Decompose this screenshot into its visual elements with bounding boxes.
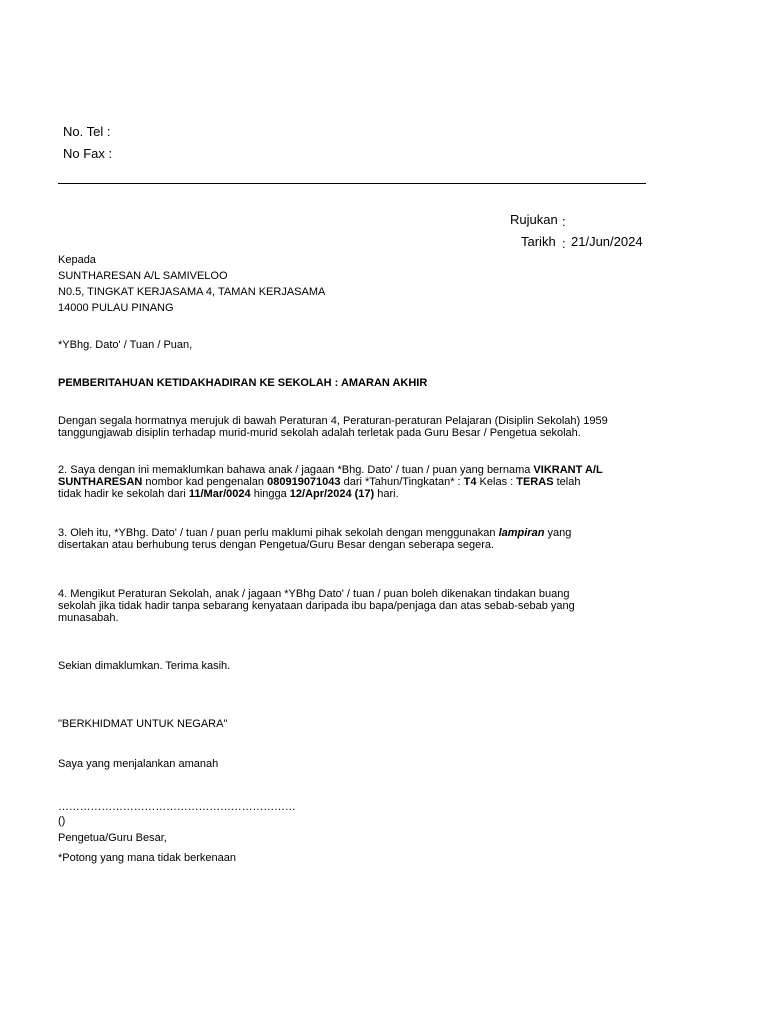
tarikh-value: 21/Jun/2024 (571, 234, 643, 249)
recipient-name: SUNTHARESAN A/L SAMIVELOO (58, 270, 228, 282)
tarikh-colon: : (562, 236, 566, 251)
paragraph-3-line-1 (58, 527, 658, 539)
closing-amanah: Saya yang menjalankan amanah (58, 758, 219, 770)
recipient-address-line2: 14000 PULAU PINANG (58, 302, 174, 314)
p2-text: tidak hadir ke sekolah dari (58, 488, 189, 500)
lampiran-text: lampiran (498, 527, 545, 539)
tel-label: No. Tel : (63, 124, 111, 139)
p2-text: hingga (250, 488, 290, 500)
student-class: TERAS (516, 476, 554, 488)
p2-text: 2. Saya dengan ini memaklumkan bahawa anak / jagaan *Bhg. Dato' / tuan / puan yang bernama (58, 464, 534, 476)
student-name-part2: SUNTHARESAN (58, 476, 143, 488)
p3-text: yang (544, 527, 572, 539)
recipient-address-line1: N0.5, TINGKAT KERJASAMA 4, TAMAN KERJASAMA (58, 286, 326, 298)
student-form: T4 (463, 476, 477, 488)
absence-to-date: 12/Apr/2024 (17) (289, 488, 375, 500)
recipient-kepada: Kepada (58, 254, 96, 266)
paragraph-1 (58, 415, 658, 439)
p2-text: Kelas : (476, 476, 517, 488)
paragraph-4-line-1: 4. Mengikut Peraturan Sekolah, anak / jagaan *YBhg Dato' / tuan / puan boleh dikenakan tindakan buang (58, 588, 570, 600)
paragraph-3 (58, 527, 658, 551)
paragraph-1-line-1: Dengan segala hormatnya merujuk di bawah Peraturan 4, Peraturan-peraturan Pelajaran (Disiplin Sekolah) 1959 (58, 415, 608, 427)
rujukan-colon: : (562, 214, 566, 229)
header-divider (58, 183, 646, 184)
paragraph-2 (58, 464, 658, 500)
p2-text: telah (553, 476, 581, 488)
paragraph-4 (58, 588, 658, 624)
rujukan-label: Rujukan (510, 212, 558, 227)
absence-from-date: 11/Mar/0024 (188, 488, 251, 500)
paragraph-2-line-2 (58, 476, 658, 488)
paragraph-3-line-2: disertakan atau berhubung terus dengan Pengetua/Guru Besar dengan seberapa segera. (58, 539, 495, 551)
student-ic-number: 080919071043 (267, 476, 341, 488)
paragraph-1-line-2: tanggungjawab disiplin terhadap murid-murid sekolah adalah terletak pada Guru Besar / Pengetua sekolah. (58, 427, 581, 439)
paragraph-2-line-1 (58, 464, 658, 476)
tarikh-label: Tarikh (521, 234, 556, 249)
student-name-part1: VIKRANT A/L (533, 464, 603, 476)
paragraph-4-line-2: sekolah jika tidak hadir tanpa sebarang kenyataan daripada ibu bapa/penjaga dan atas sebab-sebab yang (58, 600, 575, 612)
closing-motto: "BERKHIDMAT UNTUK NEGARA" (58, 718, 228, 730)
signature-dotted-line: ………………………………………………………… (58, 801, 296, 813)
closing-sekian: Sekian dimaklumkan. Terima kasih. (58, 660, 231, 672)
p2-text: dari *Tahun/Tingkatan* : (340, 476, 464, 488)
letter-subject: PEMBERITAHUAN KETIDAKHADIRAN KE SEKOLAH : AMARAN AKHIR (58, 377, 428, 389)
footnote: *Potong yang mana tidak berkenaan (58, 852, 236, 864)
paragraph-4-line-3: munasabah. (58, 612, 119, 624)
fax-label: No Fax : (63, 146, 113, 161)
signatory-name-parens: () (58, 815, 66, 827)
salutation: *YBhg. Dato' / Tuan / Puan, (58, 339, 193, 351)
p2-text: nombor kad pengenalan (142, 476, 268, 488)
paragraph-2-line-3 (58, 488, 658, 500)
p2-text: hari. (374, 488, 399, 500)
p3-text: 3. Oleh itu, *YBhg. Dato' / tuan / puan perlu maklumi pihak sekolah dengan menggunakan (58, 527, 499, 539)
signatory-title: Pengetua/Guru Besar, (58, 832, 167, 844)
